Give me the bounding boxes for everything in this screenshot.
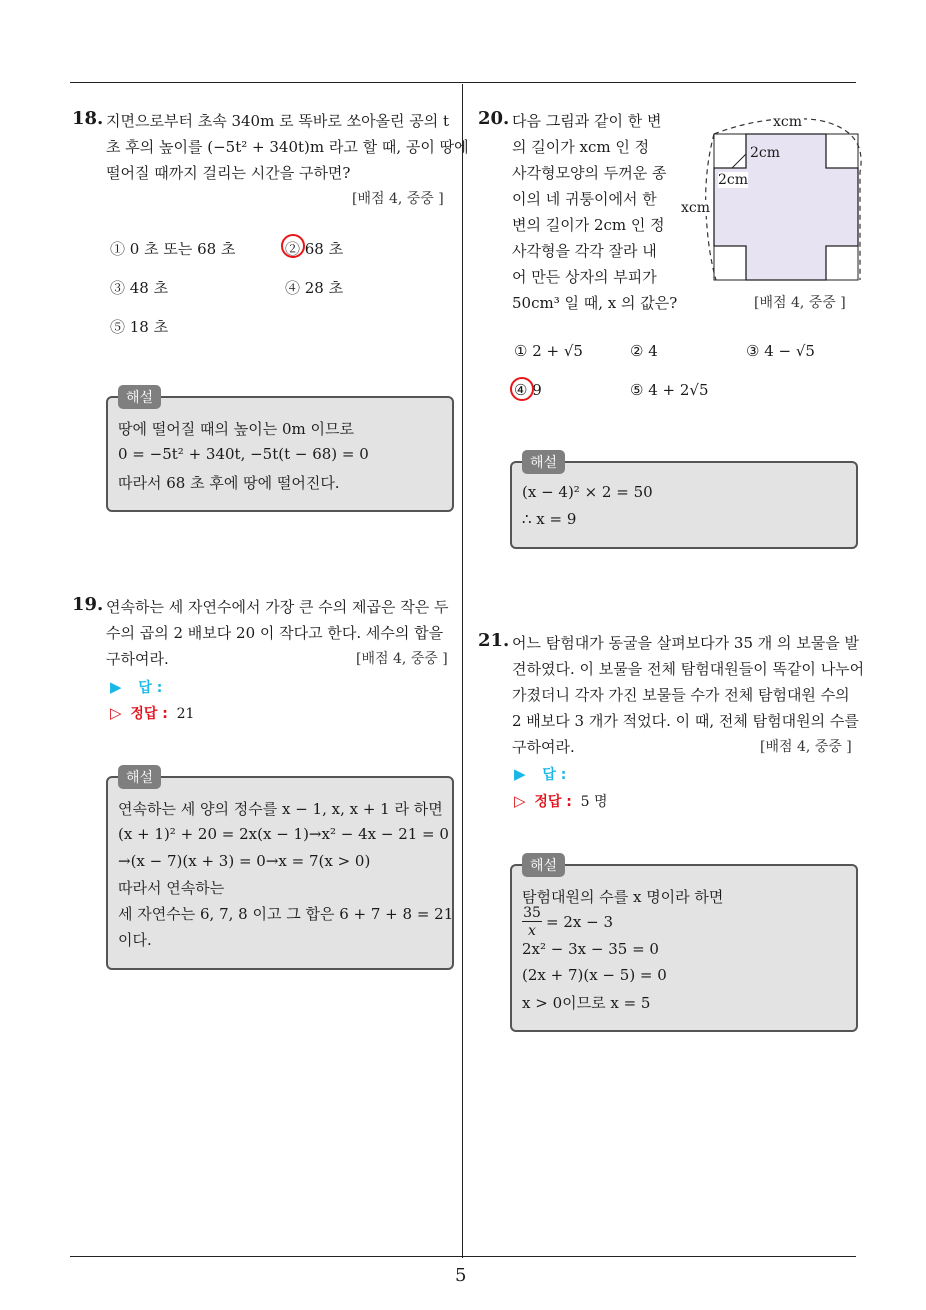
question-text-line: 수의 곱의 2 배보다 20 이 작다고 한다. 세수의 합을 xyxy=(106,624,444,642)
solution-line: = 2x − 3 xyxy=(546,913,613,931)
column-divider xyxy=(462,84,463,1258)
choice-2[interactable]: ② 4 xyxy=(630,342,658,360)
fraction-numerator: 35 xyxy=(523,905,541,921)
solution-line: 따라서 연속하는 xyxy=(118,879,225,897)
solution-line: 탐험대원의 수를 x 명이라 하면 xyxy=(522,888,724,906)
answer-row[interactable] xyxy=(514,764,566,784)
solution-line: 0 = −5t² + 340t, −5t(t − 68) = 0 xyxy=(118,445,369,463)
selected-answer-circle xyxy=(281,234,305,258)
question-text-line: 의 길이가 xcm 인 정 xyxy=(512,138,650,156)
solution-line: 연속하는 세 양의 정수를 x − 1, x, x + 1 라 하면 xyxy=(118,800,443,818)
solution-tab: 해설 xyxy=(118,765,161,789)
score-meta: [배점 4, 중중 ] xyxy=(356,651,448,667)
question-text-line: 다음 그림과 같이 한 변 xyxy=(512,112,662,130)
cross-net-shape xyxy=(714,134,858,280)
question-text-line: 변의 길이가 2cm 인 정 xyxy=(512,216,665,234)
choice-5[interactable]: ⑤ 18 초 xyxy=(110,318,169,336)
solution-line: 2x² − 3x − 35 = 0 xyxy=(522,940,659,958)
correct-answer-row xyxy=(110,703,194,723)
question-text-line: 2 배보다 3 개가 적었다. 이 때, 전체 탐험대원의 수를 xyxy=(512,712,859,730)
question-text-line: 구하여라. xyxy=(512,738,575,756)
question-text-line: 어느 탐험대가 동굴을 살펴보다가 35 개 의 보물을 발 xyxy=(512,634,860,652)
choice-4[interactable]: ④ 28 초 xyxy=(285,279,344,297)
answer-label: 답 : xyxy=(542,767,567,783)
correct-value: 21 xyxy=(176,706,195,722)
question-number: 19. xyxy=(72,594,104,615)
question-text-line: 이의 네 귀퉁이에서 한 xyxy=(512,190,657,208)
choice-4[interactable]: ④ 9 xyxy=(514,381,542,399)
question-text-line: 어 만든 상자의 부피가 xyxy=(512,268,657,286)
question-number: 21. xyxy=(478,630,510,651)
choice-3[interactable]: ③ 48 초 xyxy=(110,279,169,297)
correct-label: 정답 : xyxy=(130,706,168,722)
choice-2[interactable]: ② 68 초 xyxy=(285,240,344,258)
score-meta: [배점 4, 중중 ] xyxy=(760,739,852,755)
answer-arrow-icon: ▶ xyxy=(514,765,526,783)
correct-arrow-icon: ▷ xyxy=(514,792,526,810)
solution-line: ∴ x = 9 xyxy=(522,510,577,528)
score-meta: [배점 4, 중중 ] xyxy=(754,295,846,311)
choice-3[interactable]: ③ 4 − √5 xyxy=(746,342,815,360)
cut-corner-bottom-left xyxy=(714,246,746,280)
correct-label: 정답 : xyxy=(534,794,572,810)
figure-left-label: xcm xyxy=(681,200,711,216)
question-number: 18. xyxy=(72,108,104,129)
solution-line: →(x − 7)(x + 3) = 0→x = 7(x > 0) xyxy=(118,852,371,870)
fraction-denominator: x xyxy=(528,923,536,939)
question-text-line: 가졌더니 각자 가진 보물들 수가 전체 탐험대원 수의 xyxy=(512,686,850,704)
solution-line: (2x + 7)(x − 5) = 0 xyxy=(522,966,667,984)
cut-label-pointer xyxy=(732,154,746,168)
question-text-line: 지면으로부터 초속 340m 로 똑바로 쏘아올린 공의 t xyxy=(106,112,450,130)
bottom-rule xyxy=(70,1256,856,1257)
question-text-line: 사각형을 각각 잘라 내 xyxy=(512,242,657,260)
choice-1[interactable]: ① 0 초 또는 68 초 xyxy=(110,240,236,258)
answer-label: 답 : xyxy=(138,680,163,696)
question-text-line: 50cm³ 일 때, x 의 값은? xyxy=(512,294,678,312)
question-text-line: 견하였다. 이 보물을 전체 탐험대원들이 똑같이 나누어 xyxy=(512,660,865,678)
solution-tab: 해설 xyxy=(522,853,565,877)
solution-line: 이다. xyxy=(118,931,152,949)
top-rule xyxy=(70,82,856,83)
cut-corner-bottom-right xyxy=(826,246,858,280)
question-number: 20. xyxy=(478,108,510,129)
cut-corner-top-right xyxy=(826,134,858,168)
choice-5[interactable]: ⑤ 4 + 2√5 xyxy=(630,381,709,399)
choice-1[interactable]: ① 2 + √5 xyxy=(514,342,583,360)
question-text-line: 구하여라. xyxy=(106,650,169,668)
cut-corner-top-left xyxy=(714,134,746,168)
solution-line: (x + 1)² + 20 = 2x(x − 1)→x² − 4x − 21 = 0 xyxy=(118,825,449,843)
selected-answer-circle xyxy=(510,377,534,401)
figure-cut-label-2: 2cm xyxy=(718,172,749,188)
question-text-line: 연속하는 세 자연수에서 가장 큰 수의 제곱은 작은 두 xyxy=(106,598,449,616)
solution-tab: 해설 xyxy=(522,450,565,474)
question-text-line: 떨어질 때까지 걸리는 시간을 구하면? xyxy=(106,164,351,182)
question-text-line: 사각형모양의 두꺼운 종 xyxy=(512,164,667,182)
solution-box xyxy=(510,461,858,549)
answer-arrow-icon: ▶ xyxy=(110,678,122,696)
correct-answer-row xyxy=(514,791,608,811)
solution-line: 땅에 떨어질 때의 높이는 0m 이므로 xyxy=(118,420,354,438)
solution-line: x > 0이므로 x = 5 xyxy=(522,994,651,1012)
solution-line: 세 자연수는 6, 7, 8 이고 그 합은 6 + 7 + 8 = 21 xyxy=(118,905,454,923)
correct-arrow-icon: ▷ xyxy=(110,704,122,722)
figure-cut-label-1: 2cm xyxy=(750,145,781,161)
score-meta: [배점 4, 중중 ] xyxy=(352,191,444,207)
question-text-line: 초 후의 높이를 (−5t² + 340t)m 라고 할 때, 공이 땅에 xyxy=(106,138,469,156)
solution-line: 따라서 68 초 후에 땅에 떨어진다. xyxy=(118,474,340,492)
page-number: 5 xyxy=(455,1265,467,1286)
figure-top-label: xcm xyxy=(773,114,803,130)
correct-value: 5 명 xyxy=(580,794,608,810)
answer-row[interactable] xyxy=(110,677,162,697)
solution-line: (x − 4)² × 2 = 50 xyxy=(522,483,653,501)
solution-tab: 해설 xyxy=(118,385,161,409)
